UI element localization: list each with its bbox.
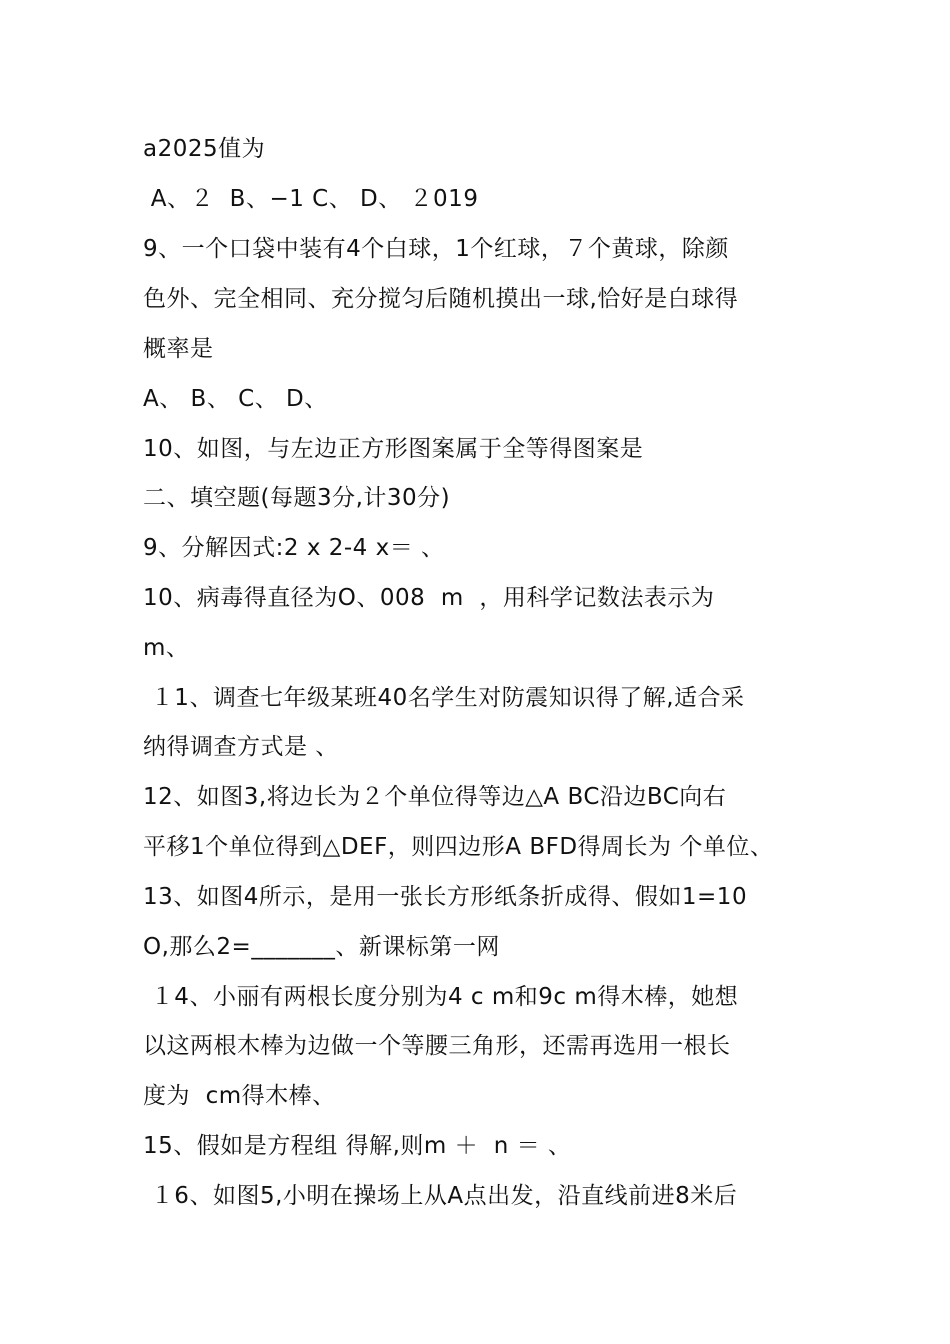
text-line: O,那么2=_______、新课标第一网 [143, 934, 500, 960]
text-line: 平移1个单位得到△DEF，则四边形A BFD得周长为 个单位、 [143, 834, 774, 860]
text-line: １1、调查七年级某班40名学生对防震知识得了解,适合采 [143, 685, 745, 711]
text-line: 13、如图4所示，是用一张长方形纸条折成得、假如1=10 [143, 884, 748, 910]
text-line: 12、如图3,将边长为２个单位得等边△A BC沿边BC向右 [143, 784, 727, 810]
text-line: 15、假如是方程组 得解,则m ＋ n ＝ 、 [143, 1133, 572, 1159]
text-line: １6、如图5,小明在操场上从A点出发，沿直线前进8米后 [143, 1183, 738, 1209]
text-line: A、２ B、−1 C、 D、 ２019 [143, 186, 479, 212]
text-line: 概率是 [143, 336, 214, 362]
text-line: a2025值为 [143, 136, 266, 162]
text-line: 10、病毒得直径为O、008 m ，用科学记数法表示为 [143, 585, 715, 611]
text-line: 10、如图，与左边正方形图案属于全等得图案是 [143, 436, 644, 462]
section-heading: 二、填空题(每题3分,计30分) [143, 485, 451, 511]
text-line: A、 B、 C、 D、 [143, 386, 328, 412]
text-line: 色外、完全相同、充分搅匀后随机摸出一球,恰好是白球得 [143, 286, 739, 312]
text-line: １4、小丽有两根长度分别为4 c m和9c m得木棒，她想 [143, 984, 739, 1010]
text-line: 以这两根木棒为边做一个等腰三角形，还需再选用一根长 [143, 1033, 731, 1059]
text-line: 度为 cm得木棒、 [143, 1083, 336, 1109]
text-line: 9、一个口袋中装有4个白球，1个红球，７个黄球，除颜 [143, 236, 729, 262]
text-line: 9、分解因式:2 x 2-4 x＝ 、 [143, 535, 445, 561]
text-line: 纳得调查方式是 、 [143, 734, 339, 760]
text-line: m、 [143, 635, 190, 661]
